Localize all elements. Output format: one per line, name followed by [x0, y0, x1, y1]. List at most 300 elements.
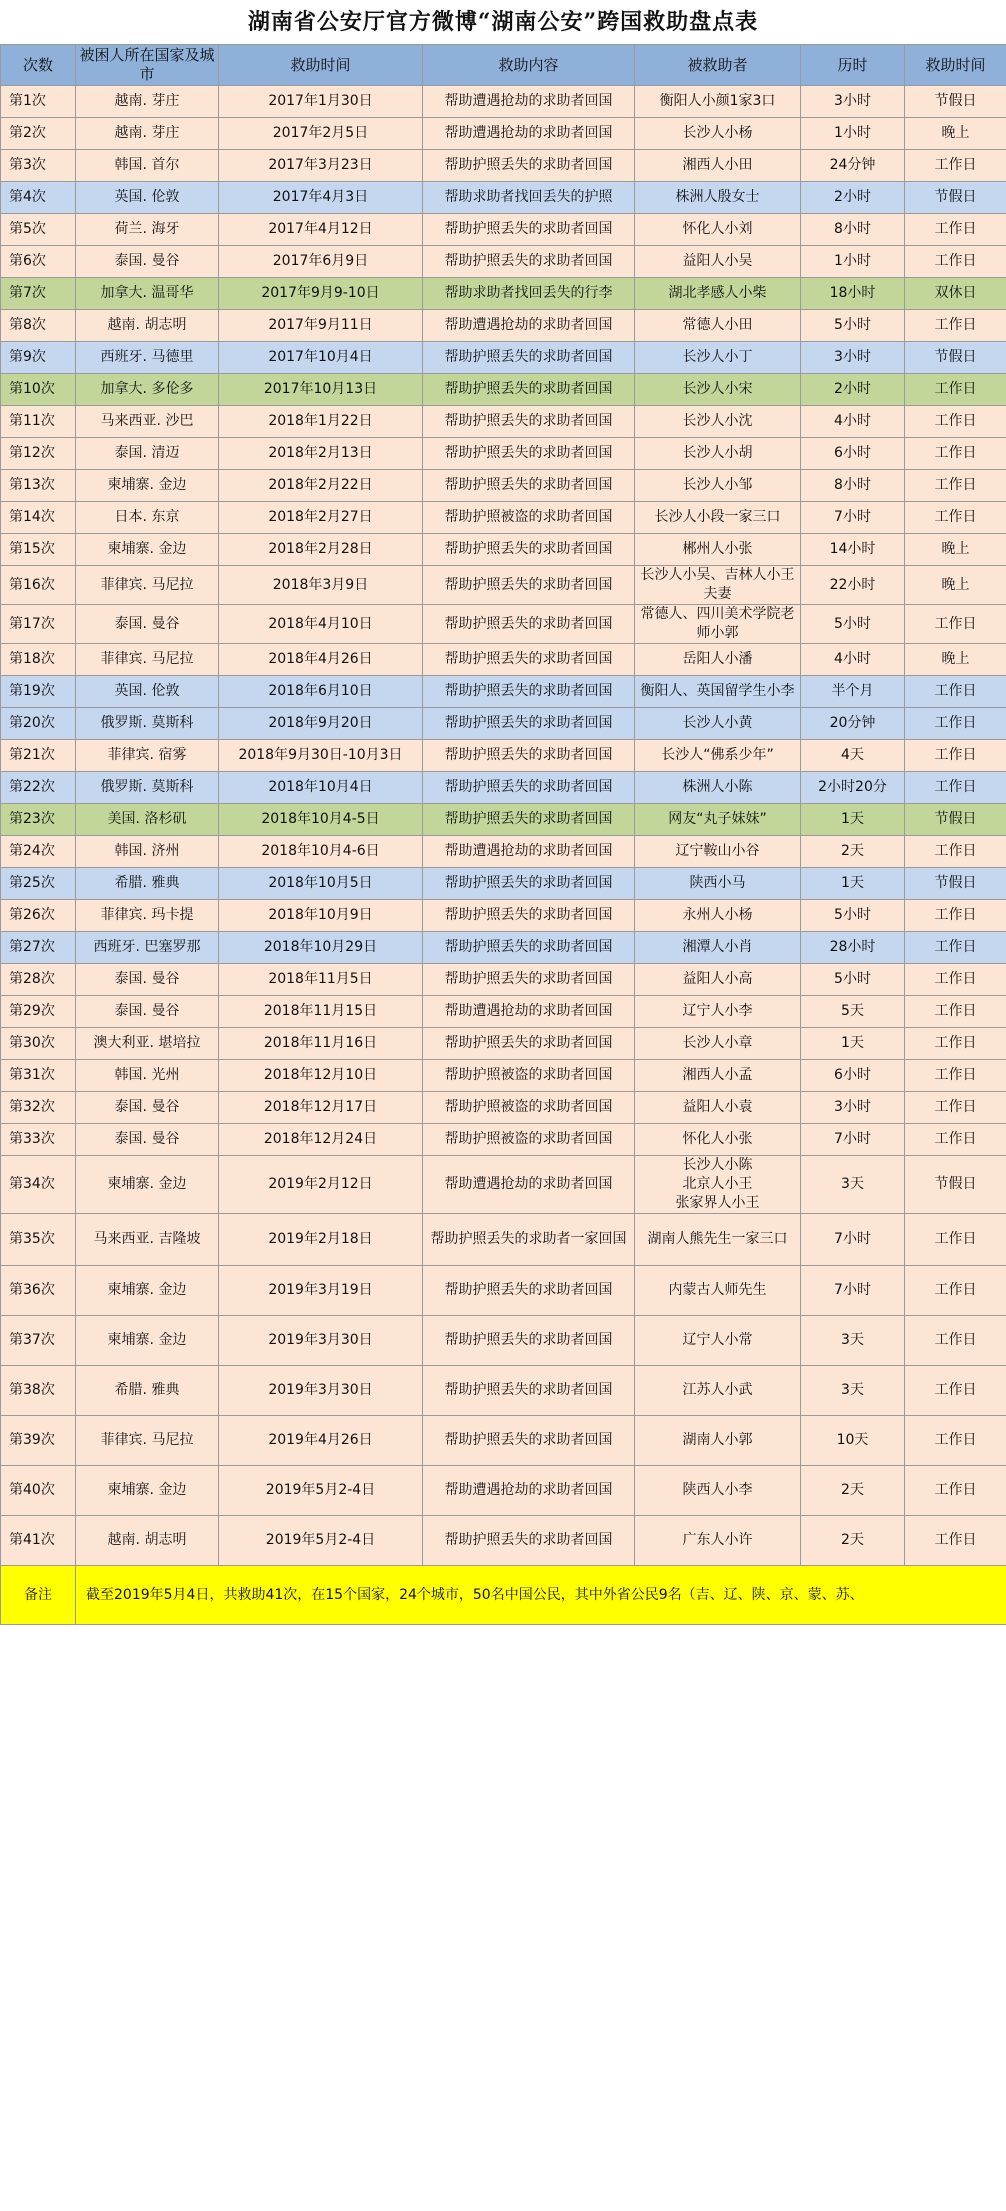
cell-content: 帮助护照被盗的求助者回国 — [423, 1124, 635, 1156]
table-row — [1, 118, 1006, 150]
cell-count: 第3次 — [1, 150, 76, 182]
cell-location: 越南. 胡志明 — [76, 310, 219, 342]
cell-date: 2018年11月16日 — [219, 1028, 423, 1060]
cell-person: 陕西小马 — [635, 868, 801, 900]
cell-location: 菲律宾. 宿雾 — [76, 740, 219, 772]
cell-time-type: 工作日 — [905, 310, 1006, 342]
cell-count: 第5次 — [1, 214, 76, 246]
table-row — [1, 1266, 1006, 1316]
cell-content: 帮助护照丢失的求助者回国 — [423, 1416, 635, 1466]
cell-date: 2018年10月4-5日 — [219, 804, 423, 836]
cell-person: 长沙人小段一家三口 — [635, 502, 801, 534]
cell-count: 第40次 — [1, 1466, 76, 1516]
cell-time-type: 晚上 — [905, 644, 1006, 676]
cell-time-type: 工作日 — [905, 470, 1006, 502]
cell-time-type: 工作日 — [905, 605, 1006, 644]
cell-time-type: 工作日 — [905, 772, 1006, 804]
cell-person: 株洲人小陈 — [635, 772, 801, 804]
cell-date: 2018年9月20日 — [219, 708, 423, 740]
cell-count: 第14次 — [1, 502, 76, 534]
cell-content: 帮助遭遇抢劫的求助者回国 — [423, 836, 635, 868]
cell-time-type: 双休日 — [905, 278, 1006, 310]
table-row — [1, 278, 1006, 310]
table-row — [1, 470, 1006, 502]
cell-location: 西班牙. 巴塞罗那 — [76, 932, 219, 964]
cell-location: 菲律宾. 玛卡提 — [76, 900, 219, 932]
cell-duration: 7小时 — [801, 1266, 905, 1316]
table-row — [1, 534, 1006, 566]
cell-location: 美国. 洛杉矶 — [76, 804, 219, 836]
cell-count: 第28次 — [1, 964, 76, 996]
cell-count: 第17次 — [1, 605, 76, 644]
cell-duration: 1天 — [801, 1028, 905, 1060]
cell-person: 网友“丸子妹妹” — [635, 804, 801, 836]
cell-person: 长沙人小丁 — [635, 342, 801, 374]
cell-date: 2019年2月12日 — [219, 1156, 423, 1214]
cell-duration: 20分钟 — [801, 708, 905, 740]
cell-person: 湖北孝感人小柴 — [635, 278, 801, 310]
cell-location: 俄罗斯. 莫斯科 — [76, 772, 219, 804]
cell-duration: 3天 — [801, 1316, 905, 1366]
cell-time-type: 工作日 — [905, 996, 1006, 1028]
cell-date: 2018年4月10日 — [219, 605, 423, 644]
cell-duration: 5天 — [801, 996, 905, 1028]
cell-time-type: 工作日 — [905, 1516, 1006, 1566]
cell-count: 第22次 — [1, 772, 76, 804]
cell-duration: 1小时 — [801, 246, 905, 278]
cell-content: 帮助护照丢失的求助者回国 — [423, 214, 635, 246]
cell-location: 柬埔寨. 金边 — [76, 1266, 219, 1316]
cell-content: 帮助护照丢失的求助者回国 — [423, 438, 635, 470]
cell-count: 第25次 — [1, 868, 76, 900]
cell-count: 第39次 — [1, 1416, 76, 1466]
cell-date: 2019年3月30日 — [219, 1316, 423, 1366]
cell-person: 永州人小杨 — [635, 900, 801, 932]
cell-duration: 5小时 — [801, 310, 905, 342]
cell-location: 西班牙. 马德里 — [76, 342, 219, 374]
cell-date: 2019年5月2-4日 — [219, 1516, 423, 1566]
cell-count: 第29次 — [1, 996, 76, 1028]
cell-duration: 7小时 — [801, 1214, 905, 1266]
cell-duration: 3小时 — [801, 1092, 905, 1124]
cell-count: 第13次 — [1, 470, 76, 502]
cell-content: 帮助护照丢失的求助者回国 — [423, 1028, 635, 1060]
cell-content: 帮助护照丢失的求助者回国 — [423, 1366, 635, 1416]
cell-time-type: 工作日 — [905, 246, 1006, 278]
cell-duration: 3天 — [801, 1156, 905, 1214]
cell-count: 第12次 — [1, 438, 76, 470]
cell-time-type: 工作日 — [905, 1266, 1006, 1316]
cell-person: 长沙人小宋 — [635, 374, 801, 406]
table-row — [1, 1416, 1006, 1466]
cell-duration: 4小时 — [801, 406, 905, 438]
cell-location: 加拿大. 多伦多 — [76, 374, 219, 406]
cell-time-type: 节假日 — [905, 804, 1006, 836]
cell-duration: 2小时20分 — [801, 772, 905, 804]
cell-person: 湖南人熊先生一家三口 — [635, 1214, 801, 1266]
cell-content: 帮助护照丢失的求助者回国 — [423, 868, 635, 900]
cell-date: 2018年10月5日 — [219, 868, 423, 900]
cell-date: 2018年3月9日 — [219, 566, 423, 605]
cell-location: 加拿大. 温哥华 — [76, 278, 219, 310]
cell-person: 湖南人小郭 — [635, 1416, 801, 1466]
header-duration: 历时 — [801, 45, 905, 86]
cell-time-type: 工作日 — [905, 1124, 1006, 1156]
table-row — [1, 964, 1006, 996]
cell-content: 帮助遭遇抢劫的求助者回国 — [423, 1156, 635, 1214]
table-row — [1, 214, 1006, 246]
cell-duration: 1天 — [801, 868, 905, 900]
cell-time-type: 工作日 — [905, 406, 1006, 438]
cell-content: 帮助护照丢失的求助者回国 — [423, 1516, 635, 1566]
header-location: 被困人所在国家及城市 — [76, 45, 219, 86]
cell-person: 长沙人小黄 — [635, 708, 801, 740]
cell-location: 泰国. 曼谷 — [76, 605, 219, 644]
cell-person: 长沙人小吴、吉林人小王夫妻 — [635, 566, 801, 605]
cell-date: 2017年2月5日 — [219, 118, 423, 150]
cell-date: 2018年9月30日-10月3日 — [219, 740, 423, 772]
cell-date: 2018年2月13日 — [219, 438, 423, 470]
cell-date: 2017年6月9日 — [219, 246, 423, 278]
cell-content: 帮助遭遇抢劫的求助者回国 — [423, 118, 635, 150]
cell-content: 帮助护照被盗的求助者回国 — [423, 1060, 635, 1092]
cell-person: 长沙人“佛系少年” — [635, 740, 801, 772]
cell-content: 帮助护照丢失的求助者回国 — [423, 534, 635, 566]
cell-time-type: 晚上 — [905, 534, 1006, 566]
cell-content: 帮助护照丢失的求助者回国 — [423, 246, 635, 278]
table-row — [1, 1124, 1006, 1156]
cell-person: 广东人小许 — [635, 1516, 801, 1566]
cell-count: 第38次 — [1, 1366, 76, 1416]
cell-time-type: 工作日 — [905, 676, 1006, 708]
cell-count: 第30次 — [1, 1028, 76, 1060]
cell-count: 第26次 — [1, 900, 76, 932]
cell-count: 第10次 — [1, 374, 76, 406]
cell-person: 长沙人小陈 北京人小王 张家界人小王 — [635, 1156, 801, 1214]
table-row — [1, 1466, 1006, 1516]
cell-content: 帮助护照丢失的求助者回国 — [423, 804, 635, 836]
cell-time-type: 工作日 — [905, 150, 1006, 182]
cell-date: 2018年2月22日 — [219, 470, 423, 502]
header-content: 救助内容 — [423, 45, 635, 86]
cell-duration: 2天 — [801, 1516, 905, 1566]
cell-content: 帮助遭遇抢劫的求助者回国 — [423, 86, 635, 118]
cell-duration: 8小时 — [801, 470, 905, 502]
cell-time-type: 工作日 — [905, 1416, 1006, 1466]
cell-time-type: 节假日 — [905, 342, 1006, 374]
cell-content: 帮助求助者找回丢失的护照 — [423, 182, 635, 214]
table-row — [1, 836, 1006, 868]
cell-duration: 5小时 — [801, 605, 905, 644]
table-row — [1, 406, 1006, 438]
table-body — [1, 86, 1006, 1566]
cell-time-type: 工作日 — [905, 1092, 1006, 1124]
cell-count: 第18次 — [1, 644, 76, 676]
cell-date: 2017年4月12日 — [219, 214, 423, 246]
cell-time-type: 工作日 — [905, 740, 1006, 772]
table-row — [1, 150, 1006, 182]
cell-count: 第8次 — [1, 310, 76, 342]
cell-location: 韩国. 济州 — [76, 836, 219, 868]
table-row — [1, 804, 1006, 836]
cell-date: 2017年4月3日 — [219, 182, 423, 214]
cell-person: 江苏人小武 — [635, 1366, 801, 1416]
cell-date: 2018年11月5日 — [219, 964, 423, 996]
cell-date: 2017年9月11日 — [219, 310, 423, 342]
header-person: 被救助者 — [635, 45, 801, 86]
cell-time-type: 工作日 — [905, 214, 1006, 246]
cell-date: 2018年10月9日 — [219, 900, 423, 932]
cell-duration: 4小时 — [801, 644, 905, 676]
cell-date: 2019年4月26日 — [219, 1416, 423, 1466]
cell-content: 帮助护照丢失的求助者回国 — [423, 1266, 635, 1316]
cell-duration: 14小时 — [801, 534, 905, 566]
cell-time-type: 工作日 — [905, 1214, 1006, 1266]
cell-location: 柬埔寨. 金边 — [76, 1156, 219, 1214]
cell-location: 越南. 胡志明 — [76, 1516, 219, 1566]
cell-duration: 1小时 — [801, 118, 905, 150]
cell-location: 荷兰. 海牙 — [76, 214, 219, 246]
cell-person: 益阳人小袁 — [635, 1092, 801, 1124]
table-row — [1, 605, 1006, 644]
cell-time-type: 工作日 — [905, 1028, 1006, 1060]
cell-content: 帮助护照丢失的求助者回国 — [423, 342, 635, 374]
cell-count: 第34次 — [1, 1156, 76, 1214]
cell-location: 马来西亚. 吉隆坡 — [76, 1214, 219, 1266]
cell-time-type: 工作日 — [905, 438, 1006, 470]
table-row — [1, 900, 1006, 932]
cell-duration: 7小时 — [801, 502, 905, 534]
cell-count: 第21次 — [1, 740, 76, 772]
cell-date: 2017年10月4日 — [219, 342, 423, 374]
header-time-type: 救助时间 — [905, 45, 1006, 86]
cell-count: 第33次 — [1, 1124, 76, 1156]
cell-person: 湘潭人小肖 — [635, 932, 801, 964]
table-row — [1, 1214, 1006, 1266]
table-row — [1, 740, 1006, 772]
cell-duration: 24分钟 — [801, 150, 905, 182]
cell-duration: 5小时 — [801, 964, 905, 996]
cell-time-type: 工作日 — [905, 1060, 1006, 1092]
table-row — [1, 86, 1006, 118]
cell-count: 第36次 — [1, 1266, 76, 1316]
cell-person: 长沙人小胡 — [635, 438, 801, 470]
cell-person: 内蒙古人师先生 — [635, 1266, 801, 1316]
cell-location: 马来西亚. 沙巴 — [76, 406, 219, 438]
cell-location: 英国. 伦敦 — [76, 676, 219, 708]
cell-count: 第24次 — [1, 836, 76, 868]
cell-date: 2018年10月29日 — [219, 932, 423, 964]
rescue-table — [0, 44, 1006, 1625]
cell-duration: 3小时 — [801, 86, 905, 118]
cell-person: 湘西人小孟 — [635, 1060, 801, 1092]
table-row — [1, 932, 1006, 964]
cell-date: 2018年6月10日 — [219, 676, 423, 708]
cell-duration: 2天 — [801, 836, 905, 868]
cell-person: 长沙人小杨 — [635, 118, 801, 150]
cell-location: 希腊. 雅典 — [76, 868, 219, 900]
cell-content: 帮助护照被盗的求助者回国 — [423, 502, 635, 534]
cell-location: 泰国. 清迈 — [76, 438, 219, 470]
cell-location: 泰国. 曼谷 — [76, 964, 219, 996]
cell-location: 柬埔寨. 金边 — [76, 1316, 219, 1366]
cell-person: 常德人小田 — [635, 310, 801, 342]
cell-content: 帮助遭遇抢劫的求助者回国 — [423, 1466, 635, 1516]
cell-count: 第31次 — [1, 1060, 76, 1092]
cell-person: 株洲人殷女士 — [635, 182, 801, 214]
cell-count: 第11次 — [1, 406, 76, 438]
cell-person: 陕西人小李 — [635, 1466, 801, 1516]
table-row — [1, 676, 1006, 708]
table-row — [1, 1366, 1006, 1416]
cell-content: 帮助护照丢失的求助者回国 — [423, 740, 635, 772]
cell-person: 衡阳人小颜1家3口 — [635, 86, 801, 118]
cell-person: 怀化人小张 — [635, 1124, 801, 1156]
cell-count: 第15次 — [1, 534, 76, 566]
remark-label: 备注 — [1, 1566, 76, 1625]
cell-time-type: 工作日 — [905, 932, 1006, 964]
cell-content: 帮助遭遇抢劫的求助者回国 — [423, 996, 635, 1028]
cell-location: 菲律宾. 马尼拉 — [76, 1416, 219, 1466]
remark-text: 截至2019年5月4日，共救助41次，在15个国家，24个城市，50名中国公民，其中外省公民9名（吉、辽、陕、京、蒙、苏、 — [76, 1566, 1006, 1625]
cell-count: 第1次 — [1, 86, 76, 118]
cell-date: 2017年1月30日 — [219, 86, 423, 118]
cell-person: 辽宁鞍山小谷 — [635, 836, 801, 868]
table-row — [1, 1516, 1006, 1566]
header-count: 次数 — [1, 45, 76, 86]
cell-location: 柬埔寨. 金边 — [76, 1466, 219, 1516]
cell-date: 2018年12月10日 — [219, 1060, 423, 1092]
table-row — [1, 996, 1006, 1028]
cell-person: 湘西人小田 — [635, 150, 801, 182]
cell-count: 第6次 — [1, 246, 76, 278]
cell-count: 第9次 — [1, 342, 76, 374]
cell-content: 帮助护照丢失的求助者回国 — [423, 566, 635, 605]
cell-time-type: 晚上 — [905, 118, 1006, 150]
cell-count: 第2次 — [1, 118, 76, 150]
table-row — [1, 1092, 1006, 1124]
cell-location: 泰国. 曼谷 — [76, 246, 219, 278]
table-row — [1, 868, 1006, 900]
cell-duration: 22小时 — [801, 566, 905, 605]
table-row — [1, 1316, 1006, 1366]
cell-location: 泰国. 曼谷 — [76, 996, 219, 1028]
cell-content: 帮助护照丢失的求助者回国 — [423, 374, 635, 406]
cell-duration: 7小时 — [801, 1124, 905, 1156]
cell-location: 韩国. 光州 — [76, 1060, 219, 1092]
cell-count: 第4次 — [1, 182, 76, 214]
cell-duration: 2天 — [801, 1466, 905, 1516]
cell-duration: 4天 — [801, 740, 905, 772]
cell-date: 2019年3月19日 — [219, 1266, 423, 1316]
cell-person: 怀化人小刘 — [635, 214, 801, 246]
cell-time-type: 节假日 — [905, 1156, 1006, 1214]
table-row — [1, 772, 1006, 804]
table-row — [1, 1028, 1006, 1060]
cell-location: 泰国. 曼谷 — [76, 1124, 219, 1156]
table-row — [1, 502, 1006, 534]
cell-content: 帮助护照丢失的求助者回国 — [423, 932, 635, 964]
cell-time-type: 节假日 — [905, 868, 1006, 900]
cell-count: 第41次 — [1, 1516, 76, 1566]
cell-content: 帮助遭遇抢劫的求助者回国 — [423, 310, 635, 342]
cell-person: 辽宁人小常 — [635, 1316, 801, 1366]
cell-count: 第35次 — [1, 1214, 76, 1266]
cell-location: 希腊. 雅典 — [76, 1366, 219, 1416]
page-title: 湖南省公安厅官方微博“湖南公安”跨国救助盘点表 — [247, 9, 759, 35]
cell-date: 2017年10月13日 — [219, 374, 423, 406]
cell-content: 帮助护照丢失的求助者回国 — [423, 772, 635, 804]
cell-duration: 1天 — [801, 804, 905, 836]
cell-date: 2018年11月15日 — [219, 996, 423, 1028]
cell-location: 柬埔寨. 金边 — [76, 534, 219, 566]
cell-duration: 10天 — [801, 1416, 905, 1466]
cell-date: 2019年5月2-4日 — [219, 1466, 423, 1516]
cell-time-type: 工作日 — [905, 964, 1006, 996]
cell-location: 英国. 伦敦 — [76, 182, 219, 214]
cell-time-type: 工作日 — [905, 1316, 1006, 1366]
cell-content: 帮助护照被盗的求助者回国 — [423, 1092, 635, 1124]
cell-content: 帮助护照丢失的求助者回国 — [423, 605, 635, 644]
cell-date: 2018年10月4日 — [219, 772, 423, 804]
cell-time-type: 节假日 — [905, 182, 1006, 214]
table-row — [1, 182, 1006, 214]
cell-person: 衡阳人、英国留学生小李 — [635, 676, 801, 708]
cell-date: 2017年9月9-10日 — [219, 278, 423, 310]
cell-location: 泰国. 曼谷 — [76, 1092, 219, 1124]
cell-time-type: 工作日 — [905, 708, 1006, 740]
cell-content: 帮助求助者找回丢失的行李 — [423, 278, 635, 310]
table-row — [1, 246, 1006, 278]
cell-location: 越南. 芽庄 — [76, 86, 219, 118]
cell-date: 2017年3月23日 — [219, 150, 423, 182]
cell-count: 第37次 — [1, 1316, 76, 1366]
cell-content: 帮助护照丢失的求助者回国 — [423, 676, 635, 708]
cell-duration: 8小时 — [801, 214, 905, 246]
cell-duration: 3小时 — [801, 342, 905, 374]
cell-count: 第27次 — [1, 932, 76, 964]
cell-count: 第23次 — [1, 804, 76, 836]
cell-person: 常德人、四川美术学院老师小郭 — [635, 605, 801, 644]
cell-person: 长沙人小章 — [635, 1028, 801, 1060]
cell-date: 2018年12月24日 — [219, 1124, 423, 1156]
cell-location: 日本. 东京 — [76, 502, 219, 534]
cell-duration: 18小时 — [801, 278, 905, 310]
cell-date: 2018年10月4-6日 — [219, 836, 423, 868]
cell-duration: 半个月 — [801, 676, 905, 708]
cell-location: 越南. 芽庄 — [76, 118, 219, 150]
cell-time-type: 工作日 — [905, 1366, 1006, 1416]
cell-person: 益阳人小高 — [635, 964, 801, 996]
cell-duration: 3天 — [801, 1366, 905, 1416]
table-row — [1, 374, 1006, 406]
cell-date: 2019年2月18日 — [219, 1214, 423, 1266]
cell-person: 长沙人小沈 — [635, 406, 801, 438]
table-row — [1, 644, 1006, 676]
cell-duration: 6小时 — [801, 438, 905, 470]
cell-content: 帮助护照丢失的求助者回国 — [423, 470, 635, 502]
cell-person: 长沙人小邹 — [635, 470, 801, 502]
cell-count: 第20次 — [1, 708, 76, 740]
cell-time-type: 节假日 — [905, 86, 1006, 118]
cell-date: 2019年3月30日 — [219, 1366, 423, 1416]
cell-time-type: 工作日 — [905, 900, 1006, 932]
cell-count: 第7次 — [1, 278, 76, 310]
cell-date: 2018年2月28日 — [219, 534, 423, 566]
cell-time-type: 工作日 — [905, 836, 1006, 868]
cell-time-type: 工作日 — [905, 1466, 1006, 1516]
cell-content: 帮助护照丢失的求助者回国 — [423, 964, 635, 996]
